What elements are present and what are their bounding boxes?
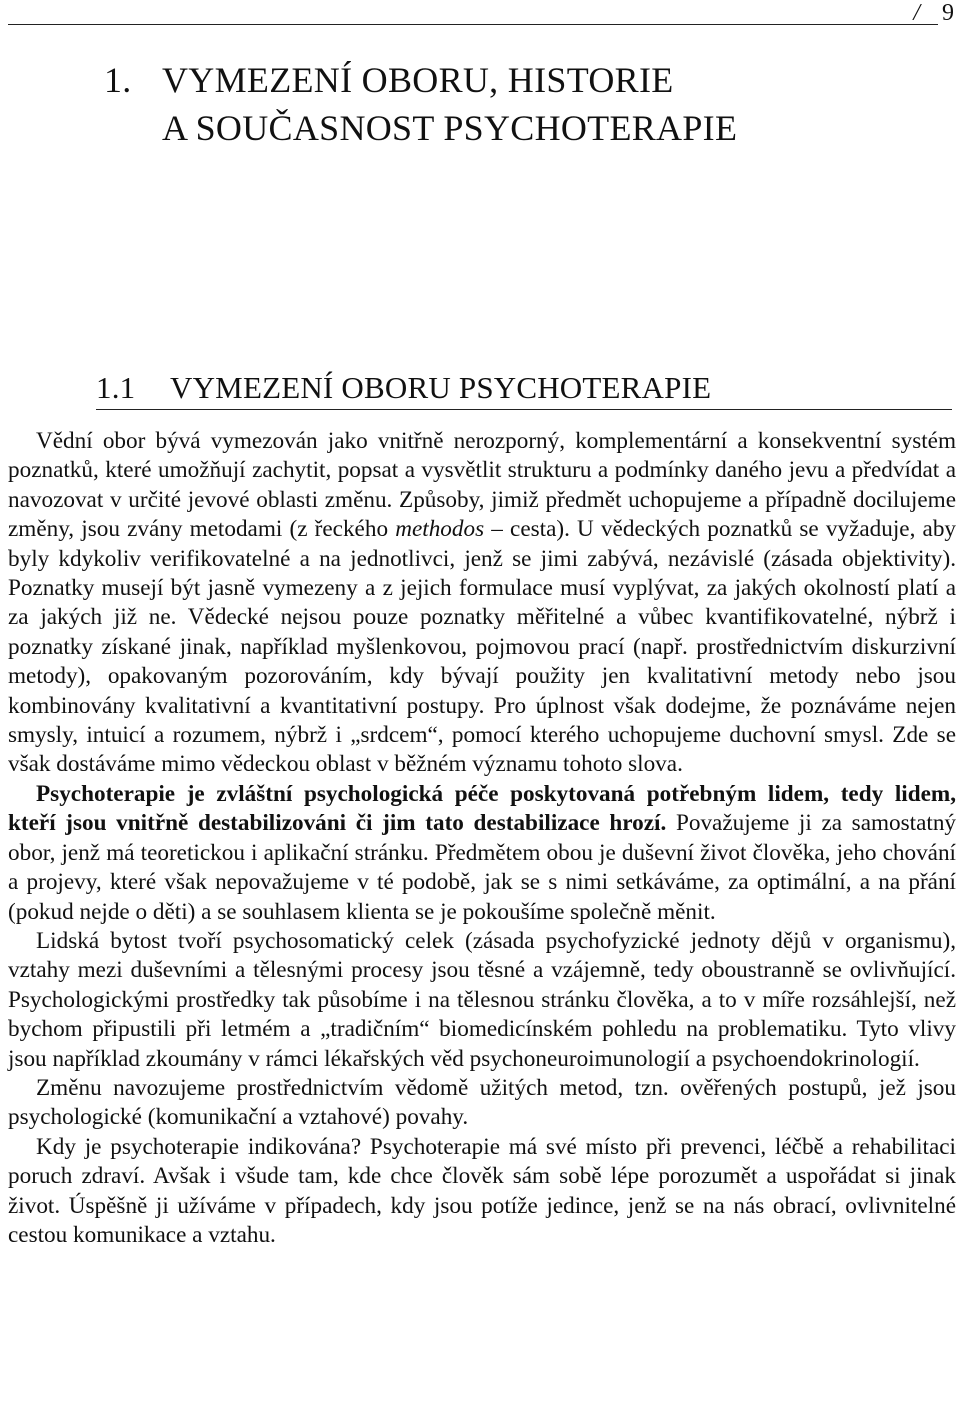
section-heading — [96, 368, 711, 408]
paragraph-1 — [8, 427, 956, 780]
body-text — [8, 427, 956, 1250]
chapter-title-line-2: A SOUČASNOST PSYCHOTERAPIE — [162, 108, 738, 148]
paragraph-1-part-b: – cesta). U vědeckých poznatků se vyžaduje, aby byly kdykoliv verifikovatelné a na jednotlivci, jenž se jimi zabývá, nezávislé (zásada objektivity). Poznatky musejí být jasně vymezeny a z jejich formulace musí vyplývat, za jakých okolností platí a za jakých již ne. Vědecké nejsou pouze poznatky měřitelné a vůbec kvantifikovatelné, nýbrž i poznatky získané jinak, například myšlenkovou, pojmovou prací (např. prostřednictvím diskurzivní metody), opakovaným pozorováním, kdy bývají použity jen kvalitativní metody nebo jsou kombinovány kvalitativní a kvantitativní postupy. Pro úplnost však dodejme, že poznáváme nejen smysly, intuicí a rozumem, nýbrž i „srdcem“, pomocí kterého uchopujeme duchovní smysl. Zde se však dostáváme mimo vědeckou oblast v běžném významu tohoto slova. — [8, 516, 957, 778]
chapter-number: 1. — [104, 60, 132, 100]
running-header-folio — [913, 0, 954, 27]
section-title: VYMEZENÍ OBORU PSYCHOTERAPIE — [170, 370, 712, 405]
paragraph-2-rest: Považujeme ji za samostatný obor, jenž má teoretickou i aplikační stránku. Předmětem obou je duševní život člověka, jeho chování a projevy, které však nepovažujeme v té podobě, jak se s nimi setkáváme, za optimální, a na přání (pokud nejde o děti) a se souhlasem klienta se je pokoušíme společně měnit. — [8, 810, 957, 925]
section-number: 1.1 — [96, 370, 136, 405]
header-slash: / — [913, 0, 920, 26]
paragraph-2 — [8, 780, 956, 927]
chapter-title-line-1: VYMEZENÍ OBORU, HISTORIE — [162, 60, 674, 100]
term-methodos: methodos — [395, 516, 485, 543]
paragraph-4: Změnu navozujeme prostřednictvím vědomě užitých metod, tzn. ověřených postupů, jež jsou psychologické (komunikační a vztahové) povahy. — [8, 1074, 956, 1131]
paragraph-1-part-a: Vědní obor bývá vymezován jako vnitřně nerozporný, komplementární a konsekventní systém poznatků, které umožňují zachytit, popsat a vysvětlit strukturu a podmínky daného jevu a předvídat a navozovat v určité jevové oblasti změnu. Způsoby, jimiž předmět uchopujeme a případně docilujeme změny, jsou zvány metodami (z řeckého — [8, 428, 956, 543]
paragraph-5: Kdy je psychoterapie indikována? Psychoterapie má své místo při prevenci, léčbě a rehabilitaci poruch zdraví. Avšak i všude tam, kde chce člověk sám sobě lépe porozumět a uspořádat si jinak život. Úspěšně ji užíváme v případech, kdy jsou potíže jedince, jenž se na nás obrací, ovlivnitelné cestou komunikace a vztahu. — [8, 1133, 956, 1248]
section-rule — [96, 409, 952, 410]
psychotherapy-definition: Psychoterapie je zvláštní psychologická péče poskytovaná potřebným lidem, tedy lidem, kteří jsou vnitřně destabilizováni či jim tato destabilizace hrozí. — [8, 780, 956, 837]
header-rule — [8, 24, 938, 25]
chapter-title — [104, 56, 737, 152]
paragraph-3: Lidská bytost tvoří psychosomatický celek (zásada psychofyzické jednoty dějů v organismu), vztahy mezi duševními a tělesnými procesy jsou těsné a vzájemně, tedy oboustranně se ovlivňující. Psychologickými prostředky tak působíme i na tělesnou stránku člověka, a to v míře rozsáhlejší, než bychom připustili při letmém a „tradičním“ biomedicínském pohledu na problematiku. Tyto vlivy jsou například zkoumány v rámci lékařských věd psychoneuroimunologií a psychoendokrinologií. — [8, 927, 956, 1072]
page-number: 9 — [942, 0, 954, 26]
